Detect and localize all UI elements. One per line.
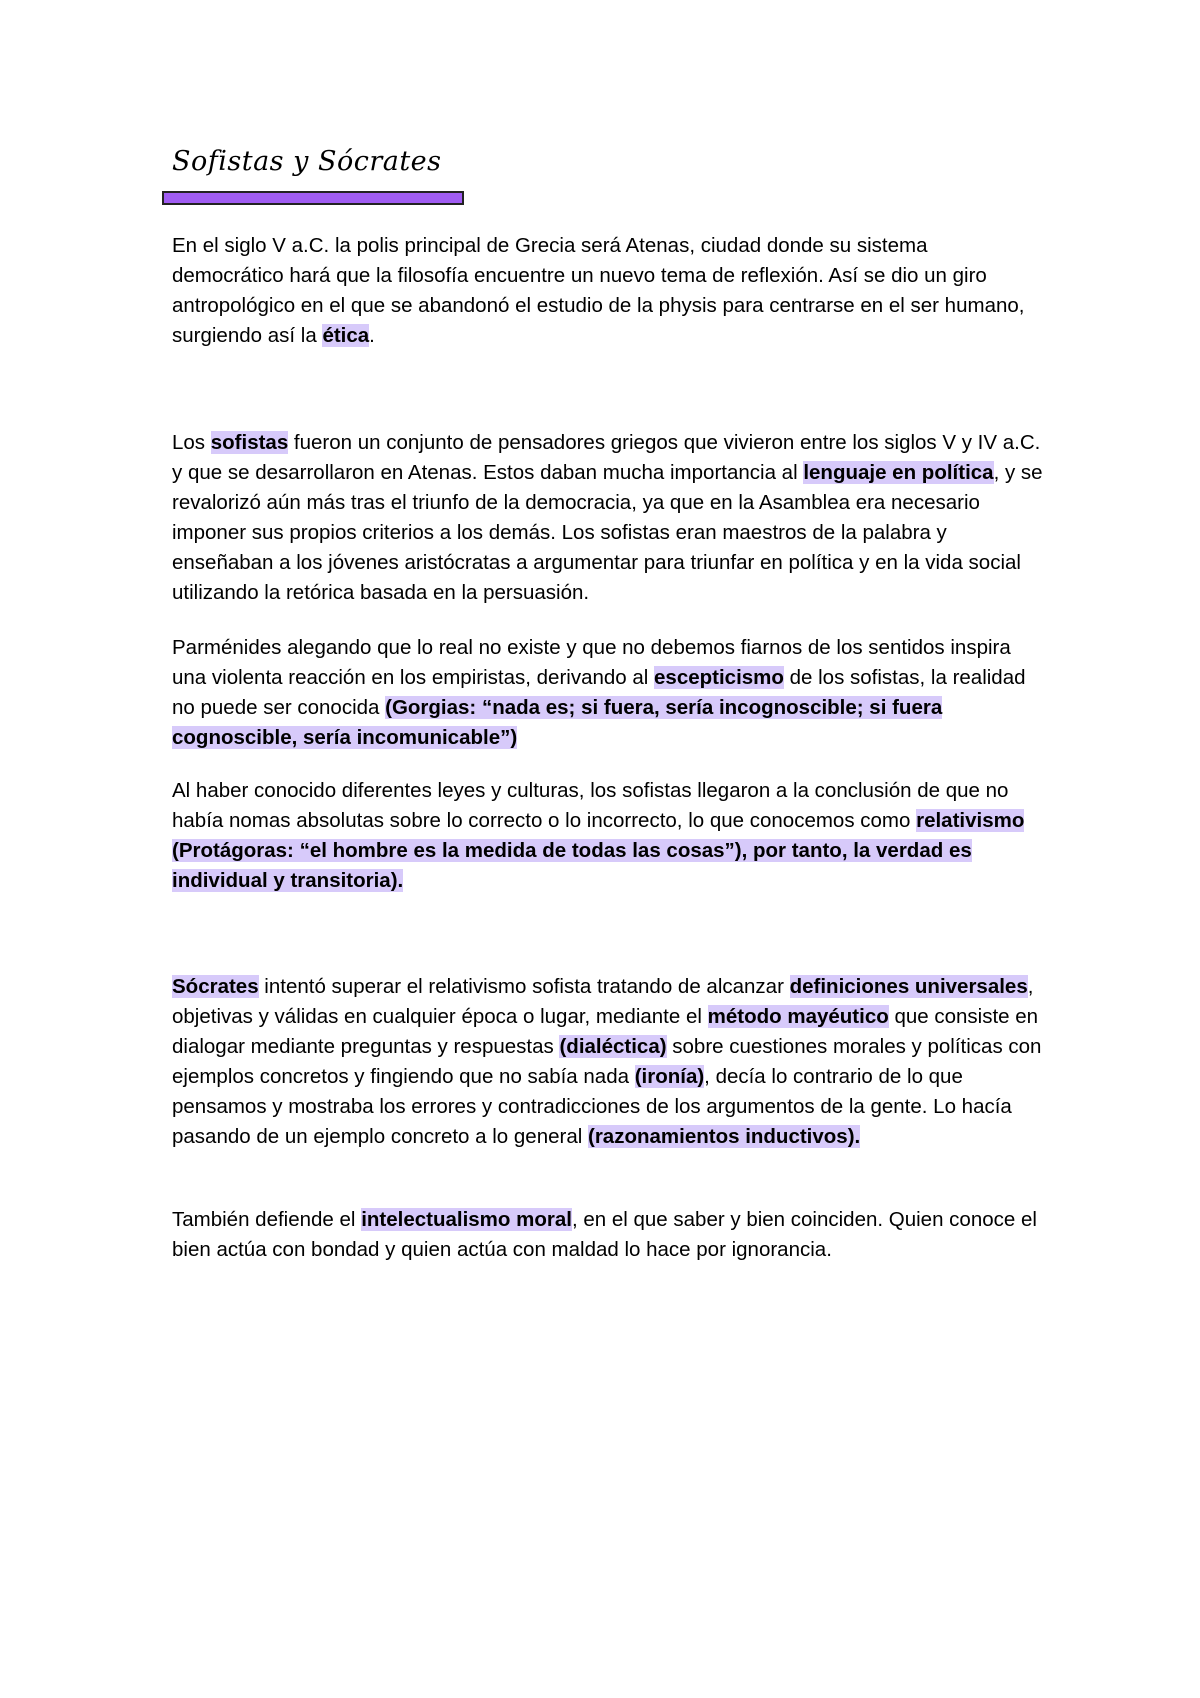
- text: Parménides alegando que lo real no existe y que no debemos fiarnos de los sentidos inspira una violenta reacción en los empiristas, derivando al: [172, 636, 1011, 689]
- highlight-dialectica: (dialéctica): [559, 1035, 667, 1058]
- highlight-lenguaje: lenguaje en política: [803, 461, 994, 484]
- highlight-escepticismo: escepticismo: [654, 666, 784, 689]
- highlight-definiciones: definiciones universales: [789, 975, 1028, 998]
- text: de los sofistas, la realidad no puede ser conocida: [172, 666, 1026, 719]
- highlight-ironia: (ironía): [634, 1065, 705, 1088]
- text: También defiende el: [172, 1208, 362, 1231]
- text: sobre cuestiones morales y políticas con ejemplos concretos y fingiendo que no sabía nada: [172, 1035, 1042, 1088]
- highlight-etica: ética: [322, 324, 370, 347]
- highlight-socrates: Sócrates: [172, 975, 259, 998]
- paragraph-sofistas: [172, 428, 1044, 608]
- highlight-razonamientos: (razonamientos inductivos).: [588, 1125, 861, 1148]
- text: intentó superar el relativismo sofista tratando de alcanzar: [258, 975, 790, 998]
- highlight-relativismo: relativismo (Protágoras: “el hombre es la medida de todas las cosas”), por tanto, la verdad es individual y transitoria).: [172, 809, 1025, 892]
- text: .: [369, 324, 375, 347]
- text: Los: [172, 431, 211, 454]
- highlight-intelectualismo: intelectualismo moral: [361, 1208, 572, 1231]
- paragraph-escepticismo: [172, 633, 1044, 753]
- page-title: Sofistas y Sócrates: [172, 146, 442, 177]
- title-underline-bar: [162, 191, 464, 205]
- highlight-sofistas: sofistas: [210, 431, 289, 454]
- text: , decía lo contrario de lo que pensamos y mostraba los errores y contradicciones de los argumentos de la gente. Lo hacía pasando de un ejemplo concreto a lo general: [172, 1065, 1012, 1148]
- highlight-gorgias-quote: (Gorgias: “nada es; si fuera, sería incognoscible; si fuera cognoscible, sería incomunicable”): [172, 696, 943, 749]
- paragraph-intelectualismo: [172, 1205, 1044, 1265]
- highlight-metodo: método mayéutico: [707, 1005, 889, 1028]
- text: , objetivas y válidas en cualquier época o lugar, mediante el: [172, 975, 1034, 1028]
- paragraph-socrates: [172, 972, 1044, 1152]
- paragraph-intro: [172, 231, 1044, 351]
- text: En el siglo V a.C. la polis principal de Grecia será Atenas, ciudad donde su sistema democrático hará que la filosofía encuentre un nuevo tema de reflexión. Así se dio un giro antropológico en el que se abandonó el estudio de la physis para centrarse en el ser humano, surgiendo así la: [172, 234, 1025, 347]
- paragraph-relativismo: [172, 776, 1044, 896]
- text: , en el que saber y bien coinciden. Quien conoce el bien actúa con bondad y quien actúa con maldad lo hace por ignorancia.: [172, 1208, 1037, 1261]
- text: que consiste en dialogar mediante preguntas y respuestas: [172, 1005, 1039, 1058]
- text: Al haber conocido diferentes leyes y culturas, los sofistas llegaron a la conclusión de que no había nomas absolutas sobre lo correcto o lo incorrecto, lo que conocemos como: [172, 779, 1009, 832]
- text: fueron un conjunto de pensadores griegos que vivieron entre los siglos V y IV a.C. y que se desarrollaron en Atenas. Estos daban mucha importancia al: [172, 431, 1041, 484]
- text: , y se revalorizó aún más tras el triunfo de la democracia, ya que en la Asamblea era necesario imponer sus propios criterios a los demás. Los sofistas eran maestros de la palabra y enseñaban a los jóvenes aristócratas a argumentar para triunfar en política y en la vida social utilizando la retórica basada en la persuasión.: [172, 461, 1043, 604]
